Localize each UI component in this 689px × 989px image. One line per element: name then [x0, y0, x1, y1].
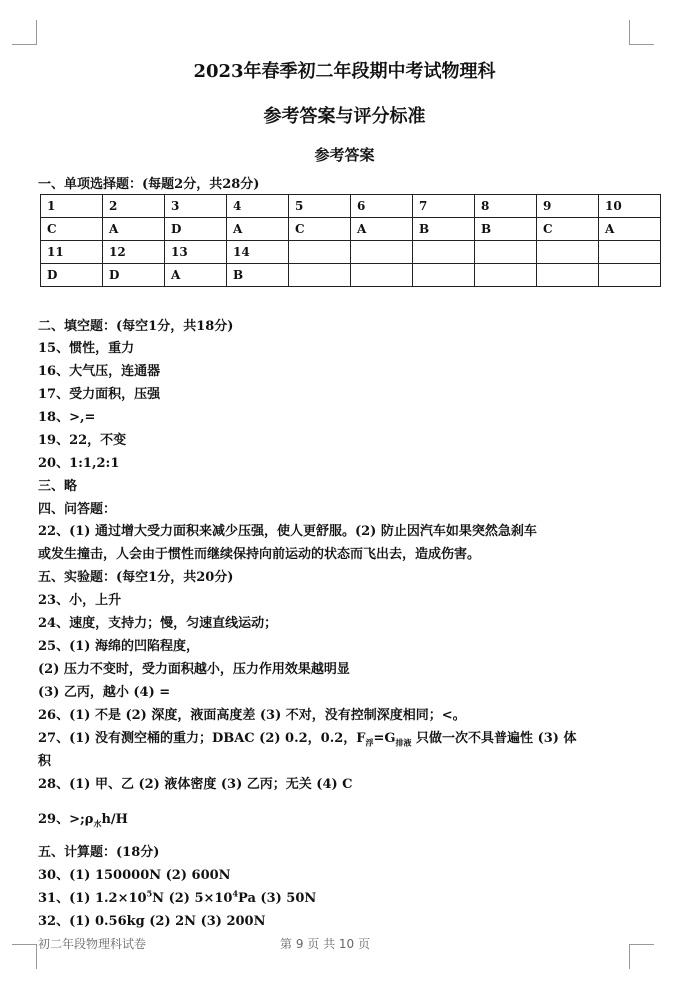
table-cell: 7 — [413, 195, 475, 218]
answer-22-line2: 或发生撞击，人会由于惯性而继续保持向前运动的状态而飞出去，造成伤害。 — [38, 547, 481, 562]
table-cell: C — [537, 218, 599, 241]
table-cell — [351, 264, 413, 287]
table-cell — [537, 241, 599, 264]
table-cell: B — [475, 218, 537, 241]
table-cell: 14 — [227, 241, 289, 264]
table-cell — [289, 264, 351, 287]
answer-30: 30、(1) 150000N (2) 600N — [38, 868, 231, 883]
table-cell: B — [413, 218, 475, 241]
table-cell — [599, 241, 661, 264]
table-cell — [413, 264, 475, 287]
answer-19: 19、22，不变 — [38, 433, 127, 448]
table-cell: 2 — [103, 195, 165, 218]
document-subtitle: 参考答案与评分标准 — [263, 106, 426, 127]
answers-heading: 参考答案 — [314, 146, 375, 164]
table-cell — [351, 241, 413, 264]
section-1-heading: 一、单项选择题：(每题2分，共28分) — [38, 177, 260, 192]
table-cell: 3 — [165, 195, 227, 218]
table-cell: 11 — [41, 241, 103, 264]
answer-20: 20、1:1,2:1 — [38, 456, 120, 471]
answer-16: 16、大气压，连通器 — [38, 364, 161, 379]
crop-mark-top-left — [12, 20, 37, 45]
table-cell: A — [227, 218, 289, 241]
table-cell — [289, 241, 351, 264]
section-4-heading: 四、问答题： — [38, 502, 117, 517]
table-cell: 13 — [165, 241, 227, 264]
document-title: 2023年春季初二年段期中考试物理科 — [193, 61, 496, 82]
crop-mark-bottom-right — [629, 944, 654, 969]
table-cell: A — [103, 218, 165, 241]
table-cell — [475, 264, 537, 287]
footer-left: 初二年段物理科试卷 — [38, 937, 147, 951]
table-cell — [537, 264, 599, 287]
section-5-heading: 五、实验题：(每空1分，共20分) — [38, 570, 234, 585]
answer-table — [40, 194, 661, 287]
crop-mark-top-right — [629, 20, 654, 45]
table-cell: 12 — [103, 241, 165, 264]
table-cell: A — [165, 264, 227, 287]
footer-page-number: 第 9 页 共 10 页 — [280, 937, 370, 951]
answer-26: 26、(1) 不是 (2) 深度，液面高度差 (3) 不对，没有控制深度相同；<。 — [38, 708, 466, 723]
table-cell: A — [599, 218, 661, 241]
table-cell: D — [165, 218, 227, 241]
table-cell: D — [41, 264, 103, 287]
answer-25-line3: (3) 乙丙，越小 (4) = — [38, 685, 171, 700]
table-cell — [599, 264, 661, 287]
answer-28: 28、(1) 甲、乙 (2) 液体密度 (3) 乙丙；无关 (4) C — [38, 777, 353, 792]
table-row — [41, 195, 661, 218]
table-row — [41, 264, 661, 287]
table-cell: 9 — [537, 195, 599, 218]
table-cell: A — [351, 218, 413, 241]
answer-22-line1: 22、(1) 通过增大受力面积来减少压强，使人更舒服。(2) 防止因汽车如果突然急刹车 — [38, 524, 537, 539]
answer-31: 31、(1) $1.2\times 10^5N$ (2) $5\times 10^4Pa$ (3) 50N — [38, 888, 317, 906]
crop-mark-bottom-left — [12, 944, 37, 969]
table-cell: 6 — [351, 195, 413, 218]
table-cell: 10 — [599, 195, 661, 218]
section-6-heading: 五、计算题：(18分) — [38, 845, 160, 860]
answer-23: 23、小，上升 — [38, 593, 122, 608]
answer-25-line2: (2) 压力不变时，受力面积越小，压力作用效果越明显 — [38, 662, 350, 677]
answer-32: 32、(1) 0.56kg (2) 2N (3) 200N — [38, 914, 266, 929]
table-cell: C — [41, 218, 103, 241]
section-3-heading: 三、略 — [38, 479, 78, 494]
table-cell: 1 — [41, 195, 103, 218]
answer-24: 24、速度，支持力；慢，匀速直线运动； — [38, 616, 278, 631]
answer-25-line1: 25、(1) 海绵的凹陷程度， — [38, 639, 199, 654]
table-cell: 5 — [289, 195, 351, 218]
answer-15: 15、惯性，重力 — [38, 341, 135, 356]
table-cell — [413, 241, 475, 264]
answer-18: 18、>,= — [38, 410, 96, 425]
table-cell: D — [103, 264, 165, 287]
answer-27-line2: 积 — [38, 754, 52, 769]
answer-27-line1: 27、(1) 没有测空桶的重力；DBAC (2) 0.2，0.2，$F_浮=G_{排液}$ 只做一次不具普遍性 (3) 体 — [38, 731, 577, 748]
table-cell: 8 — [475, 195, 537, 218]
table-cell: C — [289, 218, 351, 241]
table-cell: B — [227, 264, 289, 287]
table-cell: 4 — [227, 195, 289, 218]
table-row — [41, 218, 661, 241]
answer-17: 17、受力面积，压强 — [38, 387, 161, 402]
table-row — [41, 241, 661, 264]
section-2-heading: 二、填空题：(每空1分，共18分) — [38, 319, 234, 334]
answer-29: 29、$>;\rho_水h/H$ — [38, 812, 128, 829]
table-cell — [475, 241, 537, 264]
